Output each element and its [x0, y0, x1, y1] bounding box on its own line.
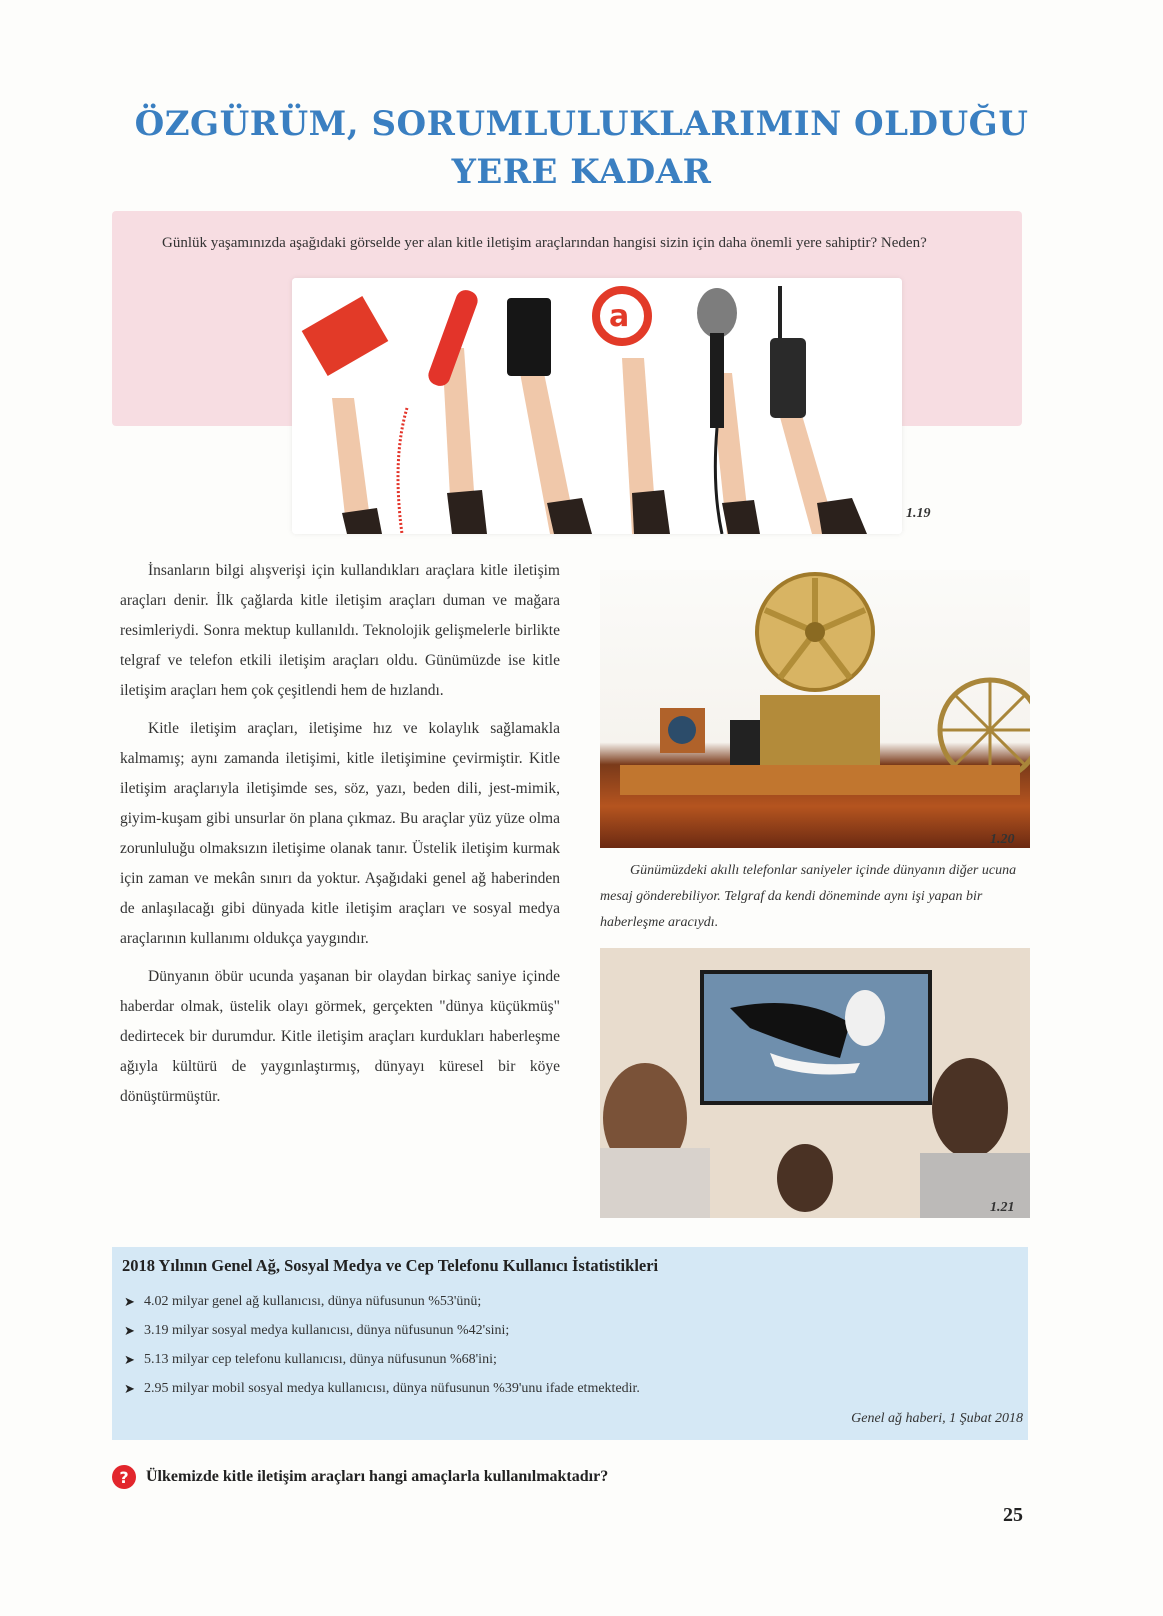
statistics-item: [124, 1316, 640, 1345]
page-number: 25: [1003, 1504, 1023, 1526]
raised-hands-illustration: [292, 278, 902, 534]
page-title-line-2: YERE KADAR: [451, 152, 712, 192]
body-paragraph-1: İnsanların bilgi alışverişi için kullandıkları araçlara kitle iletişim araçları denir. İlk çağlarda kitle iletişim araçları duman ve mağara resimleriydi. Sonra mektup kullanıldı. Teknolojik gelişmelerle birlikte telgraf ve telefon etkili iletişim araçları oldu. Günümüzde ise kitle iletişim araçları hem çok çeşitlendi hem de hızlandı.: [120, 562, 560, 699]
discussion-question-text: Ülkemizde kitle iletişim araçları hangi amaçlarla kullanılmaktadır?: [146, 1468, 609, 1485]
figure-label-1-20: 1.20: [990, 832, 1015, 847]
intro-question-text: Günlük yaşamınızda aşağıdaki görselde yer alan kitle iletişim araçlarından hangisi sizin için daha önemli yere sahiptir? Neden?: [162, 235, 927, 251]
telegraph-photo: [600, 570, 1030, 848]
page-title-line-1: ÖZGÜRÜM, SORUMLULUKLARIMIN OLDUĞU: [134, 104, 1029, 144]
statistics-item: [124, 1374, 640, 1403]
statistics-item-text: 2.95 milyar mobil sosyal medya kullanıcısı, dünya nüfusunun %39'unu ifade etmektedir.: [144, 1381, 640, 1396]
statistics-source: Genel ağ haberi, 1 Şubat 2018: [851, 1411, 1023, 1426]
arrow-bullet-icon: ➤: [124, 1352, 135, 1367]
family-tv-illustration: [600, 948, 1030, 1218]
body-text: [120, 556, 560, 1120]
arrow-bullet-icon: ➤: [124, 1294, 135, 1309]
telegraph-machine-illustration: [600, 570, 1030, 848]
arrow-bullet-icon: ➤: [124, 1381, 135, 1396]
page-title: [0, 100, 1163, 196]
statistics-item-text: 3.19 milyar sosyal medya kullanıcısı, dünya nüfusunun %42'sini;: [144, 1323, 510, 1338]
figure-label-1-19: 1.19: [906, 506, 931, 521]
body-paragraph-2: Kitle iletişim araçları, iletişime hız ve kolaylık sağlamakla kalmamış; aynı zamanda iletişimi, kitle iletişimine çevirmiştir. Kitle iletişim araçlarıyla iletişimde ses, söz, yazı, beden dili, jest-mimik, giyim-kuşam gibi unsurlar ön plana çıkmaz. Bu araçlar yüz yüze olma zorunluluğu olmaksızın iletişime olanak tanır. Üstelik iletişim kurmak için zaman ve mekân sınırı da yoktur. Aşağıdaki genel ağ haberinden de anlaşılacağı gibi dünyada kitle iletişim araçları ve sosyal medya araçlarının kullanımı oldukça yaygındır.: [120, 720, 560, 947]
family-watching-tv-photo: [600, 948, 1030, 1218]
discussion-question: [112, 1465, 608, 1489]
statistics-item-text: 4.02 milyar genel ağ kullanıcısı, dünya nüfusunun %53'ünü;: [144, 1294, 482, 1309]
question-mark-icon: ?: [112, 1465, 136, 1489]
statistics-item-text: 5.13 milyar cep telefonu kullanıcısı, dünya nüfusunun %68'ini;: [144, 1352, 497, 1367]
arrow-bullet-icon: ➤: [124, 1323, 135, 1338]
statistics-item: [124, 1345, 640, 1374]
statistics-list: [124, 1287, 640, 1403]
statistics-title: 2018 Yılının Genel Ağ, Sosyal Medya ve Cep Telefonu Kullanıcı İstatistikleri: [122, 1256, 659, 1275]
figure-label-1-21: 1.21: [990, 1200, 1015, 1215]
telegraph-caption: Günümüzdeki akıllı telefonlar saniyeler içinde dünyanın diğer ucuna mesaj gönderebiliyor. Telgraf da kendi döneminde aynı işi yapan bir haberleşme aracıydı.: [600, 863, 1017, 930]
svg-text:a: a: [609, 299, 630, 334]
statistics-item: [124, 1287, 640, 1316]
smartphone-icon: [507, 298, 551, 376]
media-tools-photo: [292, 278, 902, 534]
body-paragraph-3: Dünyanın öbür ucunda yaşanan bir olaydan birkaç saniye içinde haberdar olmak, üstelik olayı görmek, gerçekten "dünya küçükmüş" dedirtecek bir durumdur. Kitle iletişim araçları kurdukları haberleşme ağıyla kültürü de yaygınlaştırmış, dünyayı küresel bir köye dönüştürmüştür.: [120, 968, 560, 1105]
